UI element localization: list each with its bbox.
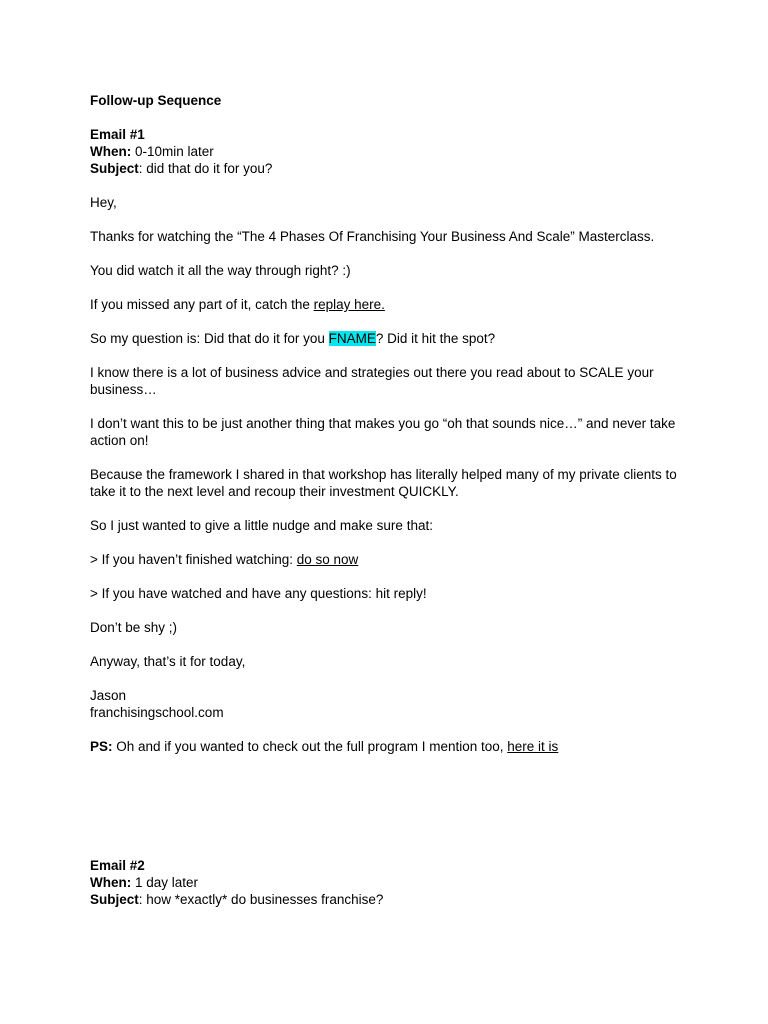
signature-name: Jason [90,688,127,703]
program-link[interactable]: here it is [507,739,559,754]
replay-link[interactable]: replay here. [313,297,385,312]
paragraph-shy: Don’t be shy ;) [90,620,178,635]
greeting: Hey, [90,195,117,210]
section-spacer [90,772,680,857]
paragraph-because: Because the framework I shared in that workshop has literally helped many of my private clients to take it to the next level and recoup their investment QUICKLY. [90,467,677,499]
paragraph-thanks: Thanks for watching the “The 4 Phases Of Franchising Your Business And Scale” Masterclass. [90,229,655,244]
when-value: 1 day later [131,875,199,890]
subject-value: : did that do it for you? [138,161,273,176]
question-text: So my question is: Did that do it for you [90,331,329,346]
ps-label: PS: [90,739,113,754]
signature [90,687,680,721]
paragraph-reply: > If you have watched and have any questions: hit reply! [90,586,427,601]
postscript [90,738,680,755]
paragraph-watch: You did watch it all the way through right? :) [90,263,351,278]
paragraph-nudge: So I just wanted to give a little nudge and make sure that: [90,518,433,533]
signature-site: franchisingschool.com [90,705,224,720]
document-body [90,92,680,925]
finish-text: > If you haven’t finished watching: [90,552,297,567]
subject-label: Subject [90,892,139,907]
when-label: When: [90,144,132,159]
question-suffix: ? Did it hit the spot? [375,331,496,346]
email-2-when [90,874,680,891]
email-1-when [90,143,680,160]
paragraph-missed [90,296,680,313]
email-1-subject [90,160,680,177]
paragraph-know: I know there is a lot of business advice and strategies out there you read about to SCALE your business… [90,365,654,397]
paragraph-anyway: Anyway, that’s it for today, [90,654,246,669]
paragraph-question [90,330,680,347]
when-label: When: [90,875,132,890]
ps-text: Oh and if you wanted to check out the full program I mention too, [112,739,508,754]
fname-merge-tag: FNAME [328,331,376,346]
paragraph-dont-want: I don’t want this to be just another thing that makes you go “oh that sounds nice…” and never take action on! [90,416,676,448]
subject-value: : how *exactly* do businesses franchise? [138,892,384,907]
email-2-header [90,857,680,908]
email-2-subject [90,891,680,908]
document-title: Follow-up Sequence [90,93,222,108]
do-so-now-link[interactable]: do so now [296,552,359,567]
when-value: 0-10min later [131,144,214,159]
missed-text: If you missed any part of it, catch the [90,297,314,312]
paragraph-finish [90,551,680,568]
email-2-heading: Email #2 [90,858,145,873]
email-1-header [90,126,680,177]
subject-label: Subject [90,161,139,176]
email-1-heading: Email #1 [90,127,145,142]
